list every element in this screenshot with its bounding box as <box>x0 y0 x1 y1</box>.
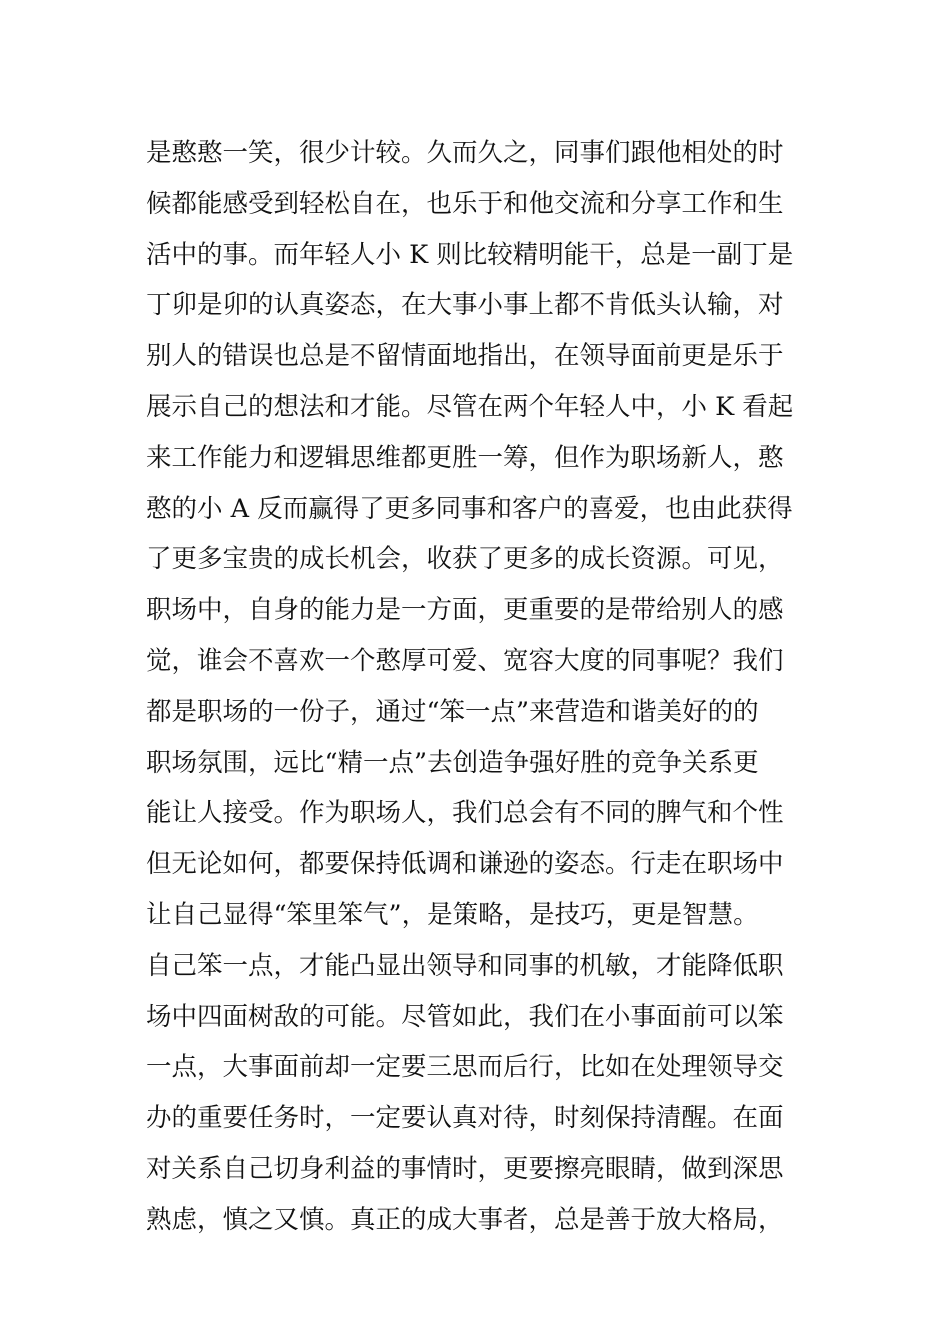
body-text <box>146 128 826 1246</box>
text-line: 憨的小 A 反而赢得了更多同事和客户的喜爱，也由此获得 <box>146 493 793 524</box>
text-line: 别人的错误也总是不留情面地指出，在领导面前更是乐于 <box>146 341 784 372</box>
text-line: 职场中，自身的能力是一方面，更重要的是带给别人的感 <box>146 595 784 626</box>
text-line: 对关系自己切身利益的事情时，更要擦亮眼睛，做到深思 <box>146 1153 784 1184</box>
text-line: 候都能感受到轻松自在，也乐于和他交流和分享工作和生 <box>146 188 784 219</box>
text-line: 能让人接受。作为职场人，我们总会有不同的脾气和个性 <box>146 798 784 829</box>
text-line: 但无论如何，都要保持低调和谦逊的姿态。行走在职场中 <box>146 849 784 880</box>
text-line: 职场氛围，远比“精一点”去创造争强好胜的竞争关系更 <box>146 747 759 778</box>
text-line: 是憨憨一笑，很少计较。久而久之，同事们跟他相处的时 <box>146 138 784 168</box>
text-line: 活中的事。而年轻人小 K 则比较精明能干，总是一副丁是 <box>146 239 794 270</box>
text-line: 自己笨一点，才能凸显出领导和同事的机敏，才能降低职 <box>146 950 784 981</box>
text-line: 觉，谁会不喜欢一个憨厚可爱、宽容大度的同事呢？我们 <box>146 645 784 676</box>
text-line: 场中四面树敌的可能。尽管如此，我们在小事面前可以笨 <box>146 1001 784 1032</box>
text-line: 熟虑，慎之又慎。真正的成大事者，总是善于放大格局， <box>146 1204 784 1235</box>
text-line: 办的重要任务时，一定要认真对待，时刻保持清醒。在面 <box>146 1103 784 1134</box>
text-line: 丁卯是卯的认真姿态，在大事小事上都不肯低头认输，对 <box>146 290 784 321</box>
text-line: 来工作能力和逻辑思维都更胜一筹，但作为职场新人，憨 <box>146 442 784 473</box>
text-line: 一点，大事面前却一定要三思而后行，比如在处理领导交 <box>146 1052 784 1083</box>
text-line: 让自己显得“笨里笨气”，是策略，是技巧，更是智慧。 <box>146 899 759 930</box>
text-line: 展示自己的想法和才能。尽管在两个年轻人中，小 K 看起 <box>146 391 794 422</box>
text-line: 都是职场的一份子，通过“笨一点”来营造和谐美好的的 <box>146 696 759 727</box>
text-line: 了更多宝贵的成长机会，收获了更多的成长资源。可见， <box>146 544 784 575</box>
